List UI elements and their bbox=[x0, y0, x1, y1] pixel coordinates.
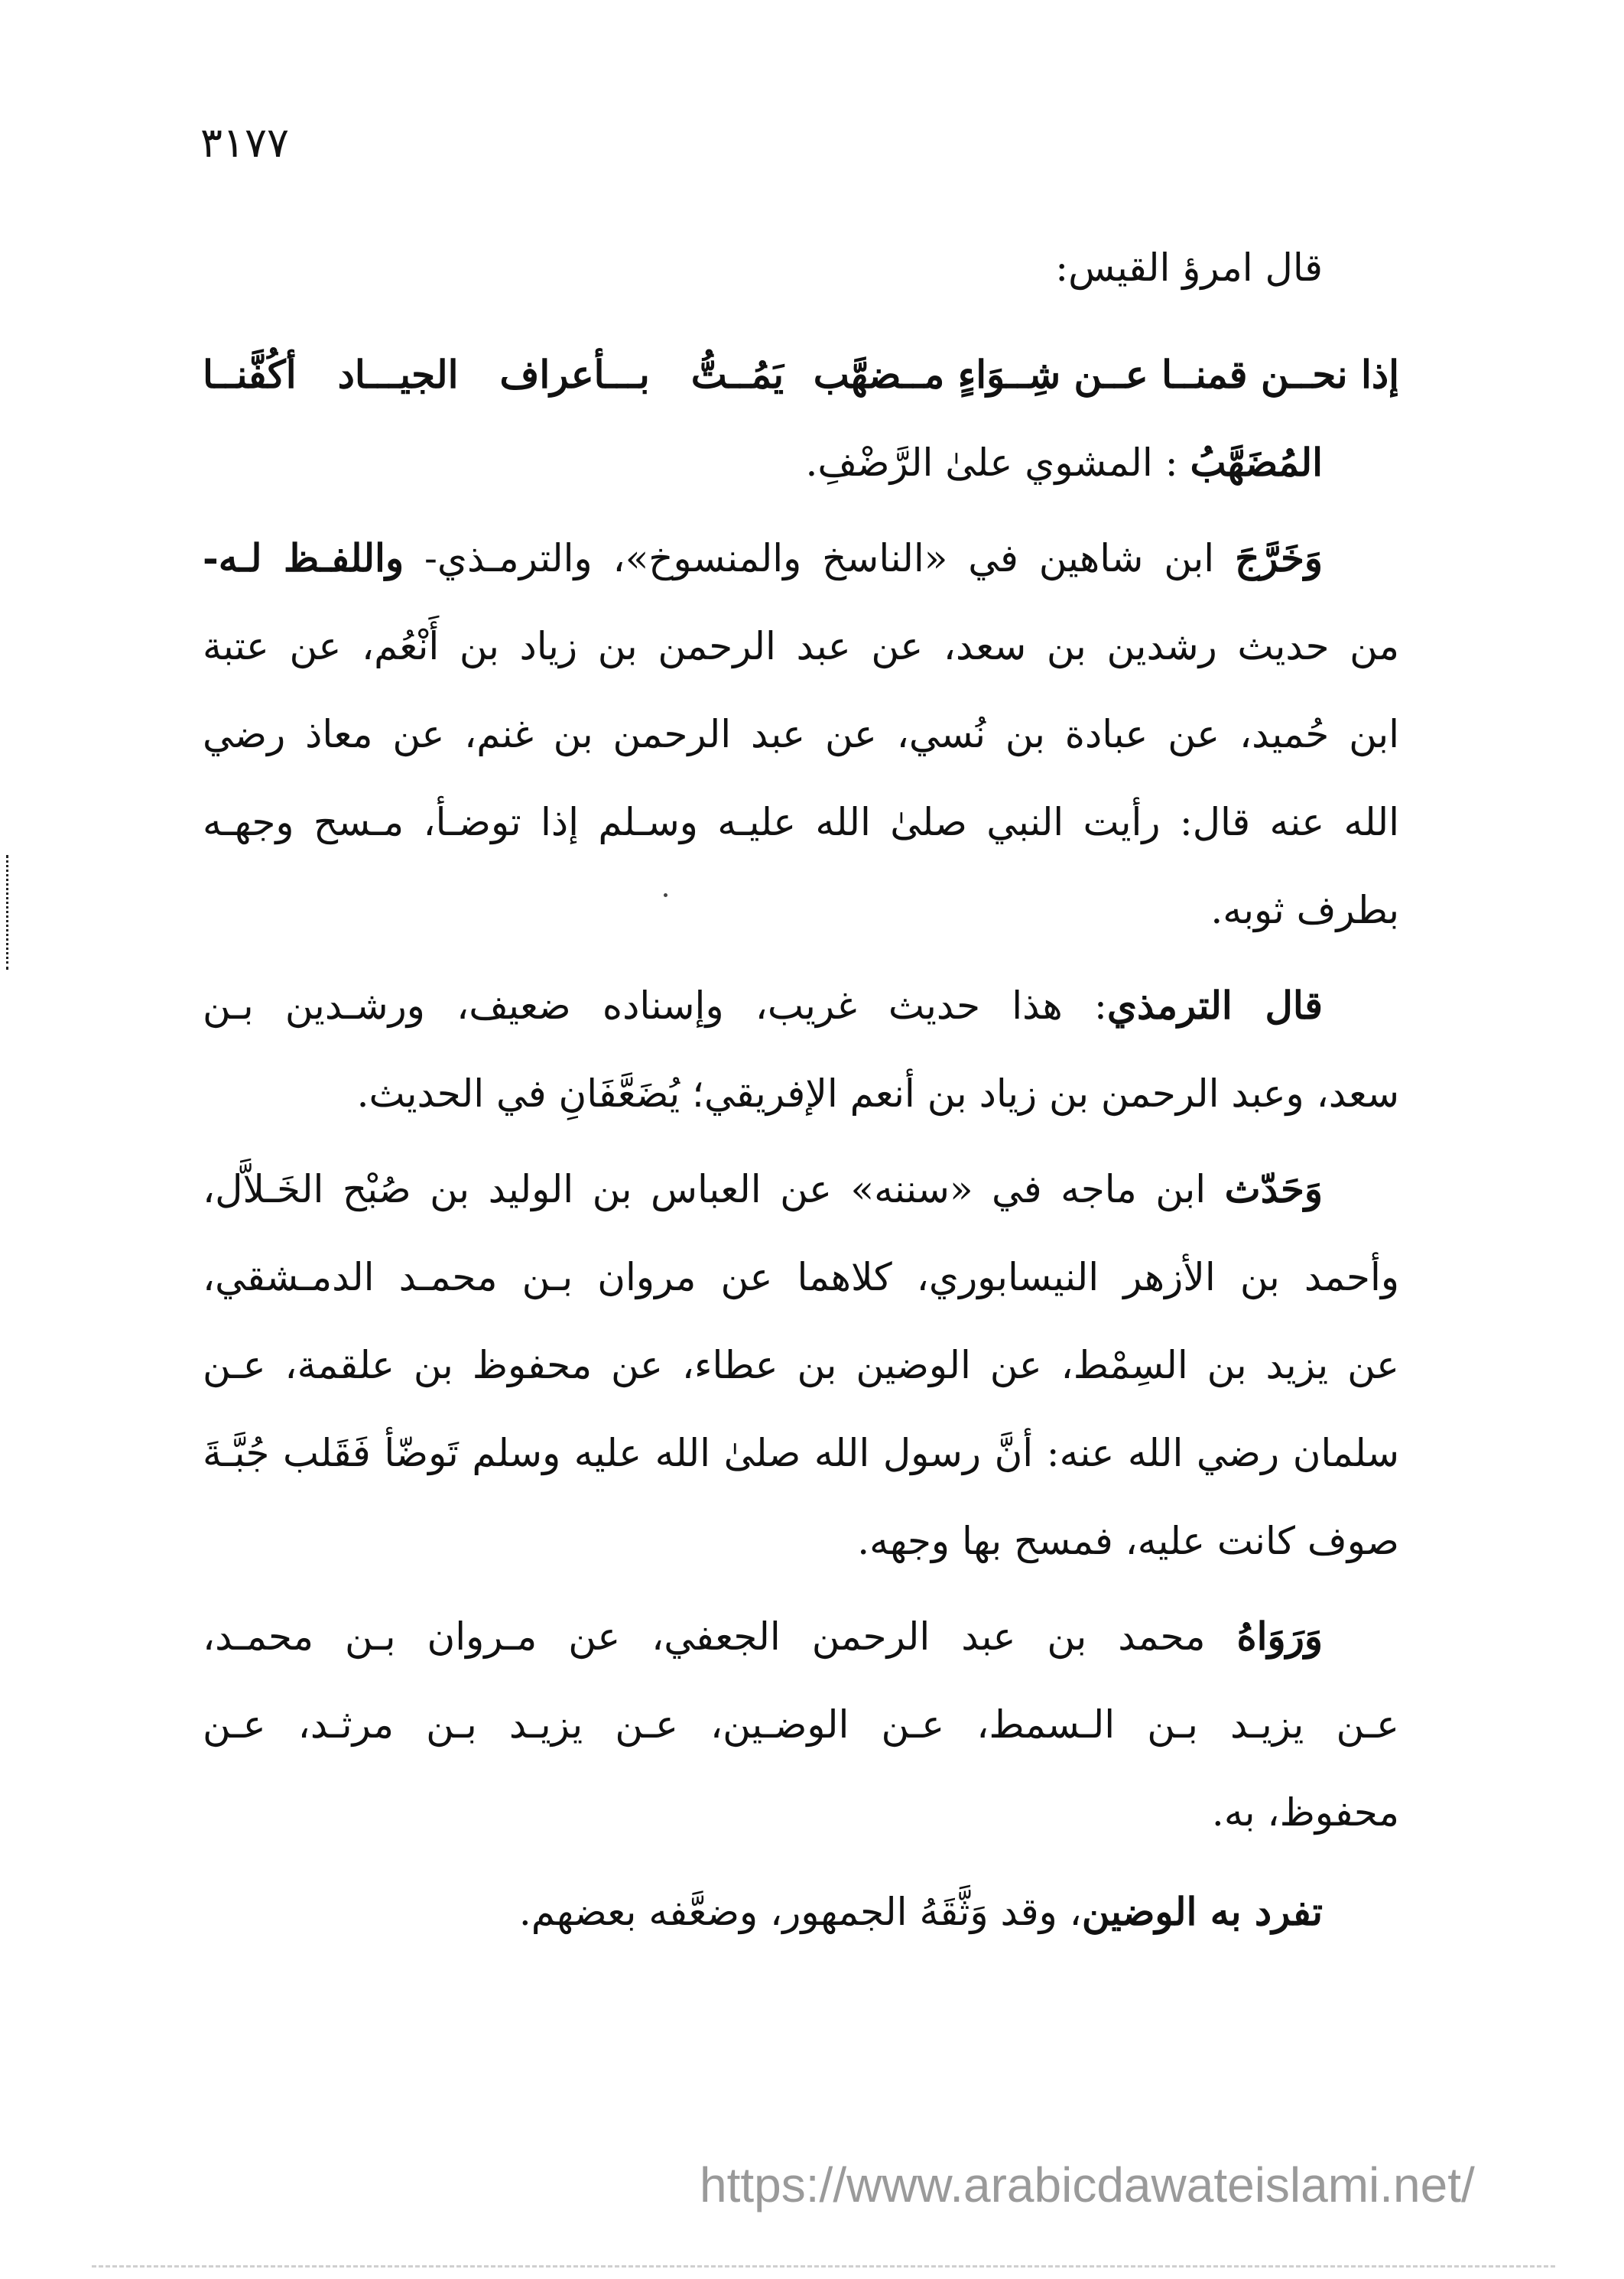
para4-lead-word: وَرَوَاهُ bbox=[1236, 1614, 1323, 1659]
para1-line-2: من حديث رشدين بن سعد، عن عبد الرحمن بن زياد بن أَنْعُم، عن عتبة bbox=[203, 624, 1399, 668]
final-line-lead: تفرد به الوضين bbox=[1081, 1889, 1323, 1934]
watermark-url: https://www.arabicdawateislami.net/ bbox=[700, 2157, 1475, 2212]
para4-line-3: محفوظ، به. bbox=[1211, 1790, 1399, 1835]
para1-line-1-text: ابن شاهين في «الناسخ والمنسوخ»، والترمـذي- bbox=[404, 536, 1236, 580]
para4-line-1-text: محمد بن عبد الرحمن الجعفي، عن مـروان بـن محمـد، bbox=[203, 1614, 1237, 1659]
para3-line-1 bbox=[203, 1143, 1323, 1235]
para3-line-1-text: ابن ماجه في «سننه» عن العباس بن الوليد بن صُبْح الخَـلاَّل، bbox=[203, 1167, 1225, 1211]
gloss-text: : المشوي علىٰ الرَّضْفِ. bbox=[805, 441, 1178, 485]
para4-line-1 bbox=[203, 1591, 1323, 1682]
para1-line-1-tail: واللفـظ لـه- bbox=[203, 535, 404, 580]
para3-line-3: عن يزيد بن السِمْط، عن الوضين بن عطاء، عن محفوظ بن علقمة، عـن bbox=[203, 1343, 1400, 1387]
bottom-rule bbox=[92, 2265, 1555, 2268]
para4-line-2: عـن يزيـد بـن الـسمط، عـن الوضـين، عـن يزيـد بـن مرثـد، عـن bbox=[203, 1702, 1399, 1747]
gloss-line bbox=[203, 417, 1323, 509]
para3-lead-word: وَحَدّث bbox=[1224, 1166, 1323, 1211]
para3-line-2: وأحمد بن الأزهر النيسابوري، كلاهما عن مروان بـن محمـد الدمـشقي، bbox=[203, 1255, 1399, 1299]
page-number: ٣١٧٧ bbox=[200, 119, 290, 167]
para2-line-1-text: : هذا حديث غريب، وإسناده ضعيف، ورشـدين بـن bbox=[203, 983, 1107, 1028]
para1-line-3: ابن حُميد، عن عبادة بن نُسي، عن عبد الرحمن بن غنم، عن معاذ رضي bbox=[203, 712, 1399, 756]
para1-lead-word: وَخَرَّجَ bbox=[1235, 535, 1323, 580]
final-line bbox=[203, 1866, 1323, 1958]
verse-first-hemistich: إذا نحــن قمنــا عــن شِــوَاءٍ مــضهَّب bbox=[813, 352, 1399, 397]
margin-mark bbox=[6, 855, 11, 970]
intro-line: قال امرؤ القيس: bbox=[1055, 245, 1323, 290]
para1-line-4: الله عنه قال: رأيت النبي صلىٰ الله عليـه وسـلم إذا توضـأ، مـسح وجهـه bbox=[203, 800, 1399, 844]
para3-line-5: صوف كانت عليه، فمسح بها وجهه. bbox=[857, 1519, 1399, 1563]
para1-line-5: بطرف ثوبه. bbox=[1210, 888, 1399, 932]
para2-lead: قال الترمذي bbox=[1106, 983, 1323, 1028]
final-line-text: ، وقد وَثَّقَهُ الجمهور، وضعَّفه بعضهم. bbox=[518, 1890, 1082, 1934]
stray-dot bbox=[664, 893, 667, 897]
para3-line-4: سلمان رضي الله عنه: أنَّ رسول الله صلىٰ الله عليه وسلم تَوضّأ فَقَلب جُبَّـةَ bbox=[203, 1431, 1399, 1475]
para2-line-1 bbox=[203, 960, 1323, 1052]
para1-line-1 bbox=[203, 512, 1323, 604]
para2-line-2: سعد، وعبد الرحمن بن زياد بن أنعم الإفريقي؛ يُضَعَّفَانِ في الحديث. bbox=[356, 1071, 1399, 1116]
verse-second-hemistich: يَمُــتُّ بـــأعراف الجيـــاد أكُفَّنــا bbox=[203, 352, 784, 397]
gloss-term: المُضَهَّبُ bbox=[1190, 440, 1323, 485]
poetry-verse bbox=[203, 329, 1399, 421]
